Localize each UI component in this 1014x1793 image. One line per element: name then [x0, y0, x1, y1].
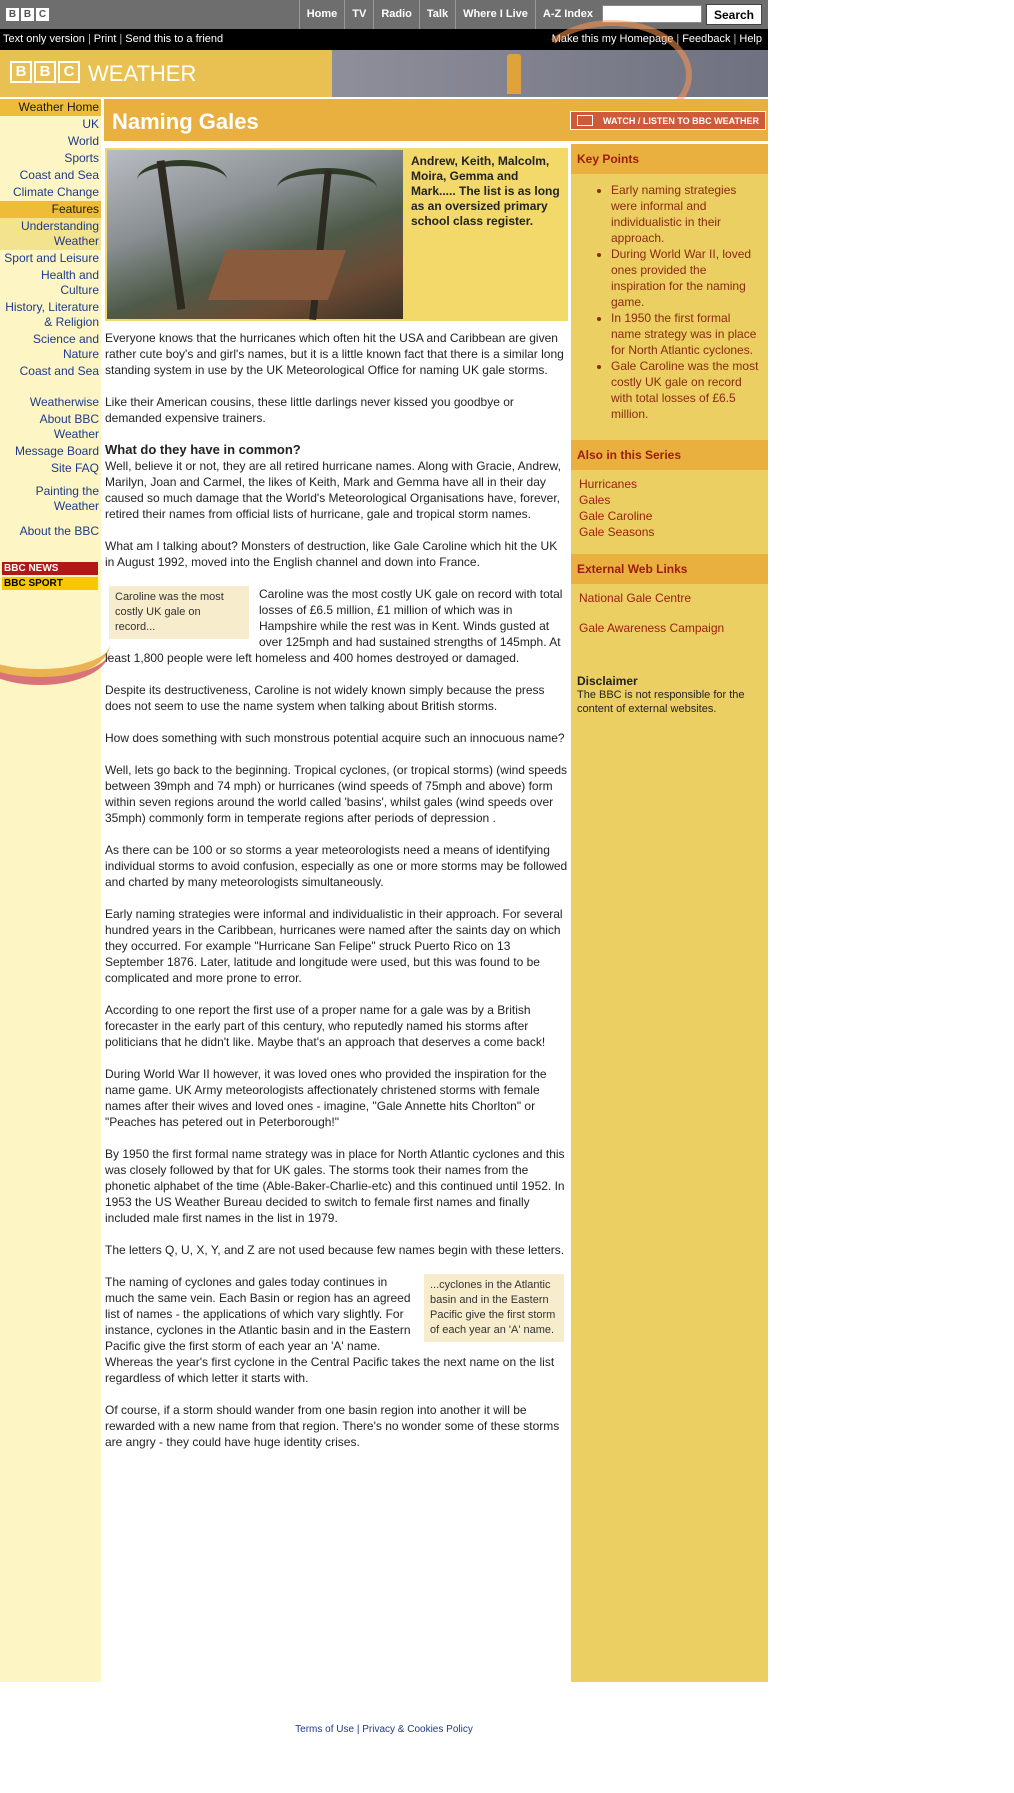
nav-home[interactable]: Home	[299, 0, 345, 29]
search-button[interactable]: Search	[706, 4, 762, 25]
sidebar-item-understanding-weather[interactable]: Understanding Weather	[0, 218, 101, 250]
sidebar-item-sport-and-leisure[interactable]: Sport and Leisure	[4, 251, 99, 265]
right-sidebar	[571, 144, 768, 1682]
storm-damage-photo	[107, 150, 403, 319]
sidebar-item-health-and-culture[interactable]: Health and Culture	[40, 268, 99, 297]
privacy-policy-link[interactable]: Privacy & Cookies Policy	[362, 1724, 473, 1735]
photo-of-the-week[interactable]	[332, 50, 1014, 117]
sidebar-item-history-literature[interactable]: History, Literature & Religion	[5, 300, 99, 329]
disclaimer-text: The BBC is not responsible for the content of external websites.	[577, 689, 745, 715]
series-link-hurricanes[interactable]: Hurricanes	[579, 477, 638, 491]
global-nav	[299, 0, 600, 29]
series-link-gale-seasons[interactable]: Gale Seasons	[579, 525, 655, 539]
page-header	[104, 99, 568, 141]
article-paragraph: During World War II however, it was loved ones who provided the inspiration for the name game. UK Army meteorologists affectionately christened storms with female names after their wives and loved ones - imagine, "Gale Annette hits Chorlton" or "Peaches has petered out in Peterborough!"	[105, 1067, 547, 1129]
article-paragraph: Well, believe it or not, they are all retired hurricane names. Along with Gracie, Andrew, Marilyn, Joan and Carmel, the likes of Keith, Mark and Gemma have all in their day caused so much damage that the World's Meteorological Organisations have, forever, retired their names from official lists of hurricane, gale and tropical storm names.	[105, 459, 562, 521]
sidebar-item-painting-the-weather[interactable]: Painting the Weather	[35, 484, 99, 513]
sidebar-item-weatherwise[interactable]: Weatherwise	[29, 395, 99, 409]
nav-tv[interactable]: TV	[344, 0, 373, 29]
sidebar-item-sports[interactable]: Sports	[64, 151, 99, 165]
series-link-gales[interactable]: Gales	[579, 493, 611, 507]
logo-letter: C	[36, 8, 49, 21]
article-paragraph: Everyone knows that the hurricanes which often hit the USA and Caribbean are given rather cute boy's and girl's names, but it is a little known fact that there is a similar long standing system in use by the UK Meteorological Office for naming UK gale storms.	[105, 331, 564, 377]
sidebar-item-weather-home[interactable]: Weather Home	[0, 99, 101, 116]
key-points-heading: Key Points	[571, 144, 768, 174]
sidebar-item-site-faq[interactable]: Site FAQ	[50, 461, 99, 475]
key-point: • Gale Caroline was the most costly UK gale on record with total losses of £6.5 million.	[611, 358, 762, 422]
brand-letter: B	[10, 61, 32, 83]
sidebar-item-world[interactable]: World	[67, 134, 99, 148]
article-paragraph: Caroline was the most costly UK gale on record with total losses of £6.5 million, £1 million of which was in Hampshire while the rest was in Kent. Winds gusted at over 125mph and had sustained strengths of 145mph. At least 1,800 people were left homeless and 400 homes destroyed or damaged.	[105, 587, 563, 665]
article-paragraph: By 1950 the first formal name strategy was in place for North Atlantic cyclones and this was closely followed by that for UK gales. The storms took their names from the phonetic alphabet of the time (Able-Baker-Charlie-etc) and this continued until 1952. In 1953 the US Weather Bureau decided to switch to female first names and finally included male first names in the list in 1979.	[105, 1147, 565, 1225]
series-link-gale-caroline[interactable]: Gale Caroline	[579, 509, 653, 523]
article-paragraph: Despite its destructiveness, Caroline is not widely known simply because the press does not seem to use the name system when talking about British storms.	[105, 683, 545, 713]
nav-a-z-index[interactable]: A-Z Index	[535, 0, 600, 29]
article-paragraph: Like their American cousins, these little darlings never kissed you goodbye or demanded expensive trainers.	[105, 395, 514, 425]
brand-word: WEATHER	[88, 61, 197, 86]
sidebar-item-features[interactable]: Features	[0, 201, 101, 218]
make-homepage-link[interactable]: Make this my Homepage	[551, 33, 674, 45]
watch-listen-button[interactable]	[570, 111, 766, 130]
print-link[interactable]: Print	[93, 33, 117, 45]
sidebar-item-coast-and-sea-2[interactable]: Coast and Sea	[19, 364, 99, 378]
article-paragraph: How does something with such monstrous potential acquire such an innocuous name?	[105, 731, 565, 745]
article-paragraph: According to one report the first use of a proper name for a gale was by a British forecaster in the early part of this century, who reputedly named his storms after politicians that he didn't like. Maybe that's an approach that deserves a come back!	[105, 1003, 546, 1049]
series-links	[571, 470, 768, 554]
disclaimer	[571, 650, 768, 716]
sidebar-item-coast-and-sea[interactable]: Coast and Sea	[19, 168, 99, 182]
feedback-link[interactable]: Feedback	[682, 33, 731, 45]
article-paragraph: The letters Q, U, X, Y, and Z are not used because few names begin with these letters.	[105, 1243, 565, 1257]
photo-of-the-week-label: Photo of the week	[980, 75, 1014, 117]
tower-image	[507, 54, 521, 94]
article-paragraph: As there can be 100 or so storms a year meteorologists need a means of identifying individual storms to avoid confusion, especially as one or more storms may be followed and charted by many meteorologists simultaneously.	[105, 843, 568, 889]
key-point: • Early naming strategies were informal and individualistic in their approach.	[611, 182, 762, 246]
page-title: Naming Gales	[112, 109, 259, 134]
series-heading: Also in this Series	[571, 440, 768, 470]
pull-quote: Caroline was the most costly UK gale on record...	[109, 586, 249, 639]
article-paragraph: Early naming strategies were informal and individualistic in their approach. For several hundred years in the Caribbean, hurricanes were named after the saints day on which they occurred. For example "Hurricane San Felipe" struck Puerto Rico on 13 September 1876. Later, latitude and longitude were used, but this was found to be complicated and more prone to error.	[105, 907, 563, 985]
logo-letter: B	[6, 8, 19, 21]
nav-radio[interactable]: Radio	[373, 0, 419, 29]
sidebar-item-message-board[interactable]: Message Board	[14, 444, 99, 458]
sidebar-item-uk[interactable]: UK	[82, 117, 99, 131]
pull-quote: ...cyclones in the Atlantic basin and in the Eastern Pacific give the first storm of each year an 'A' name.	[424, 1274, 564, 1342]
external-links-heading: External Web Links	[571, 554, 768, 584]
sidebar-item-about-bbc-weather[interactable]: About BBC Weather	[39, 412, 99, 441]
terms-of-use-link[interactable]: Terms of Use	[295, 1724, 355, 1735]
article-paragraph: Of course, if a storm should wander from one basin region into another it will be rewarded with a new name from that region. There's no wonder some of these storms are angry - they could have huge identity crises.	[105, 1403, 560, 1449]
external-links	[571, 584, 768, 650]
top-navigation-bar	[0, 0, 768, 29]
disclaimer-title: Disclaimer	[577, 674, 638, 688]
external-link-national-gale-centre[interactable]: National Gale Centre	[579, 591, 692, 605]
key-points-list	[571, 174, 768, 440]
utility-bar: Text only version | Print | Send this to a friend Make this my Homepage | Feedback | Help	[0, 29, 768, 50]
nav-talk[interactable]: Talk	[419, 0, 455, 29]
bbc-news-logo[interactable]: BBC NEWS	[2, 562, 98, 575]
text-only-link[interactable]: Text only version	[3, 33, 85, 45]
feature-quote: Andrew, Keith, Malcolm, Moira, Gemma and Mark..... The list is as long as an oversized primary school class register.	[411, 154, 560, 228]
sidebar-item-climate-change[interactable]: Climate Change	[12, 185, 99, 199]
article-paragraph: The naming of cyclones and gales today continues in much the same vein. Each Basin or region has an agreed list of names - the applications of which vary slightly. For instance, cyclones in the Atlantic basin and in the Eastern Pacific give the first storm of each year an 'A' name. Whereas the year's first cyclone in the Central Pacific takes the next name on the list regardless of which letter it starts with.	[105, 1275, 555, 1385]
brand-letter: B	[34, 61, 56, 83]
help-link[interactable]: Help	[739, 33, 762, 45]
feature-box	[105, 148, 568, 321]
nav-where-i-live[interactable]: Where I Live	[455, 0, 535, 29]
send-to-friend-link[interactable]: Send this to a friend	[125, 33, 224, 45]
sidebar-item-science-and-nature[interactable]: Science and Nature	[32, 332, 99, 361]
article-paragraph: Well, lets go back to the beginning. Tropical cyclones, (or tropical storms) (wind speeds between 39mph and 74 mph) or hurricanes (wind speeds of 75mph and above) form within seven regions around the world called 'basins', whilst gales (wind speeds over 35mph) commonly form in temperate regions after periods of depression .	[105, 763, 567, 825]
bbc-weather-logo[interactable]	[10, 61, 80, 83]
article-body	[105, 330, 568, 1466]
bbc-sport-logo[interactable]: BBC SPORT	[2, 577, 98, 590]
key-point: • In 1950 the first formal name strategy was in place for North Atlantic cyclones.	[611, 310, 762, 358]
tv-icon	[577, 115, 593, 126]
left-sidebar	[0, 99, 101, 1682]
sidebar-item-about-the-bbc[interactable]: About the BBC	[19, 524, 99, 538]
section-heading: What do they have in common?	[105, 442, 301, 457]
external-link-gale-awareness[interactable]: Gale Awareness Campaign	[579, 621, 725, 635]
footer: Terms of Use | Privacy & Cookies Policy	[295, 1724, 473, 1735]
article-paragraph: What am I talking about? Monsters of destruction, like Gale Caroline which hit the UK in August 1992, moved into the English channel and down into France.	[105, 539, 558, 569]
key-point: • During World War II, loved ones provided the inspiration for the naming game.	[611, 246, 762, 310]
logo-letter: B	[21, 8, 34, 21]
brand-letter: C	[58, 61, 80, 83]
bbc-logo[interactable]	[6, 8, 49, 21]
watch-listen-label: WATCH / LISTEN TO BBC WEATHER	[603, 116, 759, 126]
